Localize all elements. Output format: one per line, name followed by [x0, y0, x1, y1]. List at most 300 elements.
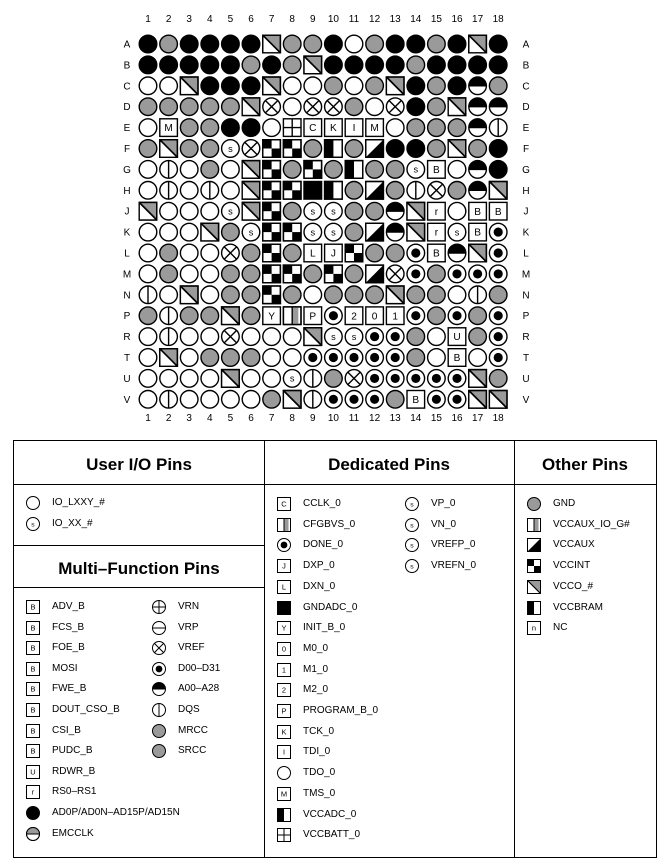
pin-P5-diagonal-square [222, 307, 240, 325]
pin-M5-gray-circle [222, 265, 240, 283]
svg-text:B: B [453, 353, 461, 365]
pin-K10-s-circle [325, 223, 343, 241]
column-label-top: 16 [451, 14, 463, 25]
pin-D10-cross-circle [325, 98, 343, 116]
pin-A3-filled-circle [180, 35, 198, 53]
svg-text:B: B [412, 394, 420, 406]
row-label-left: F [123, 144, 131, 155]
pin-P6-gray-circle [242, 307, 260, 325]
pin-U17-diagonal-square [469, 370, 487, 388]
pin-V14-letter-square [407, 391, 425, 409]
pin-H16-gray-circle [448, 182, 466, 200]
pin-E7-open-circle [263, 119, 281, 137]
pin-C7-diagonal-square [263, 77, 281, 95]
pin-H3-open-circle [180, 182, 198, 200]
pin-F8-checker-square [283, 140, 301, 158]
digit-square-icon [276, 641, 294, 657]
pin-N5-gray-circle [222, 286, 240, 304]
half-gray-circle-icon [25, 826, 43, 842]
legend-label: CSI_B [52, 724, 81, 736]
s-circle-icon [404, 496, 422, 512]
svg-text:L: L [281, 582, 287, 592]
pin-B18-filled-circle [489, 56, 507, 74]
pin-U10-gray-circle [325, 370, 343, 388]
svg-text:B: B [30, 602, 36, 612]
pin-C4-filled-circle [201, 77, 219, 95]
pin-D13-cross-circle [386, 98, 404, 116]
pin-R1-open-circle [139, 328, 157, 346]
legend-label: VREF [178, 642, 205, 654]
svg-text:K: K [330, 123, 337, 135]
pin-J6-diagonal-square [242, 202, 260, 220]
pin-D1-gray-circle [139, 98, 157, 116]
pin-C2-open-circle [160, 77, 178, 95]
pin-T15-open-circle [428, 349, 446, 367]
pin-C18-gray-circle [489, 77, 507, 95]
row-label-left: A [123, 39, 131, 51]
pin-A15-gray-circle [428, 35, 446, 53]
svg-text:s: s [410, 522, 414, 530]
column-label-top: 15 [430, 14, 442, 25]
row-label-right: E [522, 123, 530, 135]
legend-label: EMCCLK [52, 827, 94, 839]
column-label-top: 6 [248, 14, 254, 25]
pin-M3-open-circle [180, 265, 198, 283]
pin-L16-half-filled-circle [448, 244, 466, 262]
letter-square-icon [25, 640, 43, 656]
pin-T2-diagonal-square [160, 349, 178, 367]
pin-G4-gray-circle [201, 161, 219, 179]
pin-L17-diagonal-square [469, 244, 487, 262]
pin-J5-s-circle [222, 202, 240, 220]
row-label-left: C [123, 81, 131, 93]
pin-P15-gray-circle [428, 307, 446, 325]
column-label-top: 2 [165, 14, 172, 25]
svg-text:B: B [474, 227, 481, 239]
pin-V17-diagonal-square [469, 391, 487, 409]
pin-J18-letter-square [489, 202, 507, 220]
half-black-square-icon [276, 807, 294, 823]
row-label-right: H [522, 185, 530, 197]
pin-N11-gray-circle [345, 286, 363, 304]
pin-R8-open-circle [283, 328, 301, 346]
pin-V18-diagonal-square [489, 391, 507, 409]
pin-D2-gray-circle [160, 98, 178, 116]
pin-K14-diagonal-square [407, 223, 425, 241]
pin-L18-dot-circle [489, 244, 507, 262]
column-label-bottom: 6 [248, 413, 254, 424]
legend-label: VCCADC_0 [303, 808, 357, 820]
pin-H7-checker-square [263, 182, 281, 200]
column-label-top: 4 [207, 14, 213, 25]
legend-label: CFGBVS_0 [303, 518, 356, 530]
legend-label: IO_XX_# [52, 517, 93, 529]
svg-text:P: P [281, 706, 287, 716]
legend-label: CCLK_0 [303, 498, 341, 509]
pin-K7-checker-square [263, 223, 281, 241]
legend-label: AD0P/AD0N–AD15P/AD15N [52, 807, 180, 818]
pin-H17-half-filled-circle [469, 182, 487, 200]
pin-J11-gray-circle [345, 202, 363, 220]
pin-B8-gray-circle [283, 56, 301, 74]
pin-E6-filled-circle [242, 119, 260, 137]
pin-R10-s-circle [325, 328, 343, 346]
pin-K9-s-circle [304, 223, 322, 241]
legend-label: INIT_B_0 [303, 622, 346, 634]
pin-P17-gray-circle [469, 307, 487, 325]
pin-P13-digit-square [386, 307, 404, 325]
pin-R12-dot-circle [366, 328, 384, 346]
row-label-left: E [123, 123, 131, 135]
letter-square-icon [25, 764, 43, 780]
pin-G11-half-black-square [345, 161, 363, 179]
legend-label: VCCBATT_0 [303, 829, 361, 841]
pin-M8-checker-square [283, 265, 301, 283]
vrn-circle-icon [151, 599, 169, 615]
legend-label: VCCAUX [553, 539, 595, 551]
row-label-left: P [123, 311, 131, 323]
quad-square-icon [276, 827, 294, 843]
dedicated-title: Dedicated Pins [328, 455, 450, 474]
pin-P18-dot-circle [489, 307, 507, 325]
pin-V4-open-circle [201, 391, 219, 409]
pin-E3-gray-circle [180, 119, 198, 137]
svg-text:s: s [454, 227, 460, 238]
pin-C10-gray-circle [325, 77, 343, 95]
pin-H4-dqs-circle [201, 182, 219, 200]
pin-M17-dot-circle [469, 265, 487, 283]
pin-J2-open-circle [160, 202, 178, 220]
row-label-right: K [522, 227, 530, 239]
pin-M1-open-circle [139, 265, 157, 283]
pin-K15-r-square [428, 223, 446, 241]
svg-text:1: 1 [392, 311, 399, 323]
svg-text:P: P [309, 311, 317, 323]
letter-square-icon [276, 744, 294, 760]
half-gray-square-icon [276, 517, 294, 533]
open-circle-icon [276, 765, 294, 781]
pin-R11-s-circle [345, 328, 363, 346]
legend-label: PUDC_B [52, 745, 93, 757]
pin-F5-s-circle [222, 140, 240, 158]
column-label-bottom: 17 [472, 413, 484, 424]
digit-square-icon [276, 662, 294, 678]
pin-L2-gray-circle [160, 244, 178, 262]
pin-P11-digit-square [345, 307, 363, 325]
pin-T13-dot-circle [386, 349, 404, 367]
svg-text:0: 0 [371, 311, 378, 323]
pin-H14-dqs-circle [407, 182, 425, 200]
pin-E10-letter-square [325, 119, 343, 137]
pin-D18-half-filled-circle [489, 98, 507, 116]
svg-text:B: B [30, 623, 36, 633]
row-label-left: V [123, 394, 131, 406]
svg-text:B: B [474, 206, 481, 218]
row-label-right: N [522, 290, 530, 302]
pin-V11-dot-circle [345, 391, 363, 409]
pin-R5-cross-circle [222, 328, 240, 346]
column-label-top: 13 [389, 14, 401, 25]
svg-text:J: J [330, 248, 336, 260]
row-label-left: L [124, 248, 130, 260]
pin-G9-checker-square [304, 161, 322, 179]
pin-F16-diagonal-square [448, 140, 466, 158]
legend-label: ADV_B [52, 601, 85, 612]
pin-L1-open-circle [139, 244, 157, 262]
pin-D9-cross-circle [304, 98, 322, 116]
column-label-bottom: 11 [348, 413, 360, 424]
column-label-top: 5 [227, 14, 234, 25]
pin-M9-gray-circle [304, 265, 322, 283]
legend-label: M2_0 [303, 684, 329, 696]
pin-E15-gray-circle [428, 119, 446, 137]
legend-label: DONE_0 [303, 539, 344, 551]
pin-C8-open-circle [283, 77, 301, 95]
pin-C11-open-circle [345, 77, 363, 95]
svg-text:s: s [310, 227, 316, 238]
letter-square-icon [276, 579, 294, 595]
other-title: Other Pins [542, 455, 628, 474]
pin-C9-open-circle [304, 77, 322, 95]
row-label-right: J [523, 206, 529, 218]
pin-N13-diagonal-square [386, 286, 404, 304]
pin-A4-filled-circle [201, 35, 219, 53]
svg-text:s: s [351, 331, 357, 342]
legend-label: DQS [178, 704, 200, 715]
letter-square-icon [25, 620, 43, 636]
legend-label: A00–A28 [178, 683, 220, 695]
pin-N1-dqs-circle [139, 286, 157, 304]
pin-G3-open-circle [180, 161, 198, 179]
pin-M15-gray-circle [428, 265, 446, 283]
column-label-top: 10 [327, 14, 339, 25]
pin-F12-triangle-square [366, 140, 384, 158]
pin-N10-gray-circle [325, 286, 343, 304]
pin-N8-gray-circle [283, 286, 301, 304]
n-square-icon [526, 620, 544, 636]
dot-circle-icon [276, 537, 294, 553]
svg-text:M: M [280, 789, 288, 799]
legend-label: TDI_0 [303, 746, 331, 758]
pin-F6-cross-circle [242, 140, 260, 158]
svg-text:r: r [31, 788, 35, 798]
svg-text:B: B [494, 206, 502, 218]
svg-text:r: r [434, 227, 439, 239]
svg-text:s: s [289, 373, 295, 384]
pin-P2-dqs-circle [160, 307, 178, 325]
pin-A6-filled-circle [242, 35, 260, 53]
legend-label: IO_LXXY_# [52, 497, 105, 508]
column-label-bottom: 9 [310, 413, 316, 424]
pin-E17-half-filled-circle [469, 119, 487, 137]
pin-B11-filled-circle [345, 56, 363, 74]
pin-F7-checker-square [263, 140, 281, 158]
pin-U5-diagonal-square [222, 370, 240, 388]
column-label-top: 12 [369, 14, 381, 25]
pin-A8-gray-circle [283, 35, 301, 53]
pin-A16-filled-circle [448, 35, 466, 53]
pin-A10-filled-circle [325, 35, 343, 53]
svg-text:s: s [228, 143, 233, 154]
pin-A7-diagonal-square [263, 35, 281, 53]
pin-K5-gray-circle [222, 223, 240, 241]
column-label-bottom: 2 [165, 413, 172, 424]
pin-B15-filled-circle [428, 56, 446, 74]
pin-C15-gray-circle [428, 77, 446, 95]
pin-B4-filled-circle [201, 56, 219, 74]
pin-B3-filled-circle [180, 56, 198, 74]
svg-text:I: I [282, 748, 286, 758]
pin-G14-s-circle [407, 161, 425, 179]
pin-V10-dot-circle [325, 391, 343, 409]
legend-label: VRP [178, 621, 199, 633]
pin-L9-letter-square [304, 244, 322, 262]
pin-P7-letter-square [263, 307, 281, 325]
checker-square-icon [526, 558, 544, 574]
pin-G12-gray-circle [366, 161, 384, 179]
legend-label: GNDADC_0 [303, 601, 358, 613]
pin-G8-gray-circle [283, 161, 301, 179]
pin-G6-diagonal-square [242, 161, 260, 179]
pin-U6-open-circle [242, 370, 260, 388]
pin-U18-gray-circle [489, 370, 507, 388]
legend-label: VCCINT [553, 560, 591, 572]
pin-M16-dot-circle [448, 265, 466, 283]
pin-C5-filled-circle [222, 77, 240, 95]
open-circle-icon [25, 495, 43, 511]
pin-D11-gray-circle [345, 98, 363, 116]
pin-J10-s-circle [325, 202, 343, 220]
pin-D6-diagonal-square [242, 98, 260, 116]
pin-K4-diagonal-square [201, 223, 219, 241]
row-label-left: N [123, 290, 131, 302]
pin-K16-s-circle [448, 223, 466, 241]
pin-J12-gray-circle [366, 202, 384, 220]
pin-B5-filled-circle [222, 56, 240, 74]
pin-E8-quad-square [283, 119, 301, 137]
pin-J1-diagonal-square [139, 202, 157, 220]
legend-label: TCK_0 [303, 725, 335, 737]
svg-text:U: U [453, 332, 461, 344]
s-circle-icon [25, 516, 43, 532]
pin-B2-filled-circle [160, 56, 178, 74]
gray-circle-icon [151, 743, 169, 759]
pin-U13-dot-circle [386, 370, 404, 388]
column-label-top: 1 [145, 14, 151, 25]
pin-B7-filled-circle [263, 56, 281, 74]
column-label-top: 11 [348, 14, 360, 25]
svg-text:B: B [30, 664, 36, 674]
pin-J13-half-filled-circle [386, 202, 404, 220]
legend-label: NC [553, 622, 568, 634]
pin-N16-open-circle [448, 286, 466, 304]
pin-B10-filled-circle [325, 56, 343, 74]
pin-V8-diagonal-square [283, 391, 301, 409]
pin-K12-triangle-square [366, 223, 384, 241]
pin-J9-s-circle [304, 202, 322, 220]
legend-label: DOUT_CSO_B [52, 704, 120, 715]
pin-N15-gray-circle [428, 286, 446, 304]
pin-F17-gray-circle [469, 140, 487, 158]
pin-K1-open-circle [139, 223, 157, 241]
svg-text:s: s [310, 206, 316, 217]
pin-M4-open-circle [201, 265, 219, 283]
svg-text:M: M [164, 123, 173, 135]
pin-K6-s-circle [242, 223, 260, 241]
pin-P12-digit-square [366, 307, 384, 325]
pin-F14-filled-circle [407, 140, 425, 158]
pin-J14-diagonal-square [407, 202, 425, 220]
row-label-right: U [522, 373, 530, 385]
pin-C16-filled-circle [448, 77, 466, 95]
pin-D4-gray-circle [201, 98, 219, 116]
row-label-right: M [521, 269, 531, 281]
half-filled-circle-icon [151, 681, 169, 697]
pin-T14-gray-circle [407, 349, 425, 367]
pin-V5-open-circle [222, 391, 240, 409]
pin-N2-open-circle [160, 286, 178, 304]
dqs-circle-icon [151, 702, 169, 718]
pin-E18-dqs-circle [489, 119, 507, 137]
row-label-right: R [522, 332, 530, 344]
pin-P9-letter-square [304, 307, 322, 325]
pin-L13-gray-circle [386, 244, 404, 262]
legend-label: VRN [178, 601, 200, 612]
pin-F3-gray-circle [180, 140, 198, 158]
pin-J15-r-square [428, 202, 446, 220]
legend-label: VCCO_# [553, 580, 594, 592]
pin-R7-open-circle [263, 328, 281, 346]
pin-T4-gray-circle [201, 349, 219, 367]
pin-D5-gray-circle [222, 98, 240, 116]
pin-G10-gray-circle [325, 161, 343, 179]
pin-U11-cross-circle [345, 370, 363, 388]
pin-L4-open-circle [201, 244, 219, 262]
svg-text:s: s [331, 331, 336, 342]
row-label-right: G [522, 164, 530, 176]
pin-J4-open-circle [201, 202, 219, 220]
pin-V15-dot-circle [428, 391, 446, 409]
pin-V7-gray-circle [263, 391, 281, 409]
legend-label: DXP_0 [303, 560, 335, 572]
row-label-left: H [123, 185, 131, 197]
column-label-bottom: 12 [369, 413, 381, 424]
pin-R16-letter-square [448, 328, 466, 346]
pin-D3-gray-circle [180, 98, 198, 116]
letter-square-icon [276, 724, 294, 740]
row-label-right: V [522, 394, 530, 406]
svg-text:s: s [228, 206, 233, 217]
pin-L3-open-circle [180, 244, 198, 262]
pin-R2-dqs-circle [160, 328, 178, 346]
s-circle-icon [404, 517, 422, 533]
column-label-bottom: 5 [227, 413, 234, 424]
row-label-right: C [522, 81, 530, 93]
pin-A12-gray-circle [366, 35, 384, 53]
pin-T5-gray-circle [222, 349, 240, 367]
pin-P4-gray-circle [201, 307, 219, 325]
svg-text:B: B [30, 685, 36, 695]
pin-U1-open-circle [139, 370, 157, 388]
pin-L12-gray-circle [366, 244, 384, 262]
letter-square-icon [276, 558, 294, 574]
pin-V6-open-circle [242, 391, 260, 409]
pin-U15-dot-circle [428, 370, 446, 388]
pin-F9-gray-circle [304, 140, 322, 158]
pin-G16-open-circle [448, 161, 466, 179]
pin-A9-gray-circle [304, 35, 322, 53]
gray-circle-icon [526, 496, 544, 512]
